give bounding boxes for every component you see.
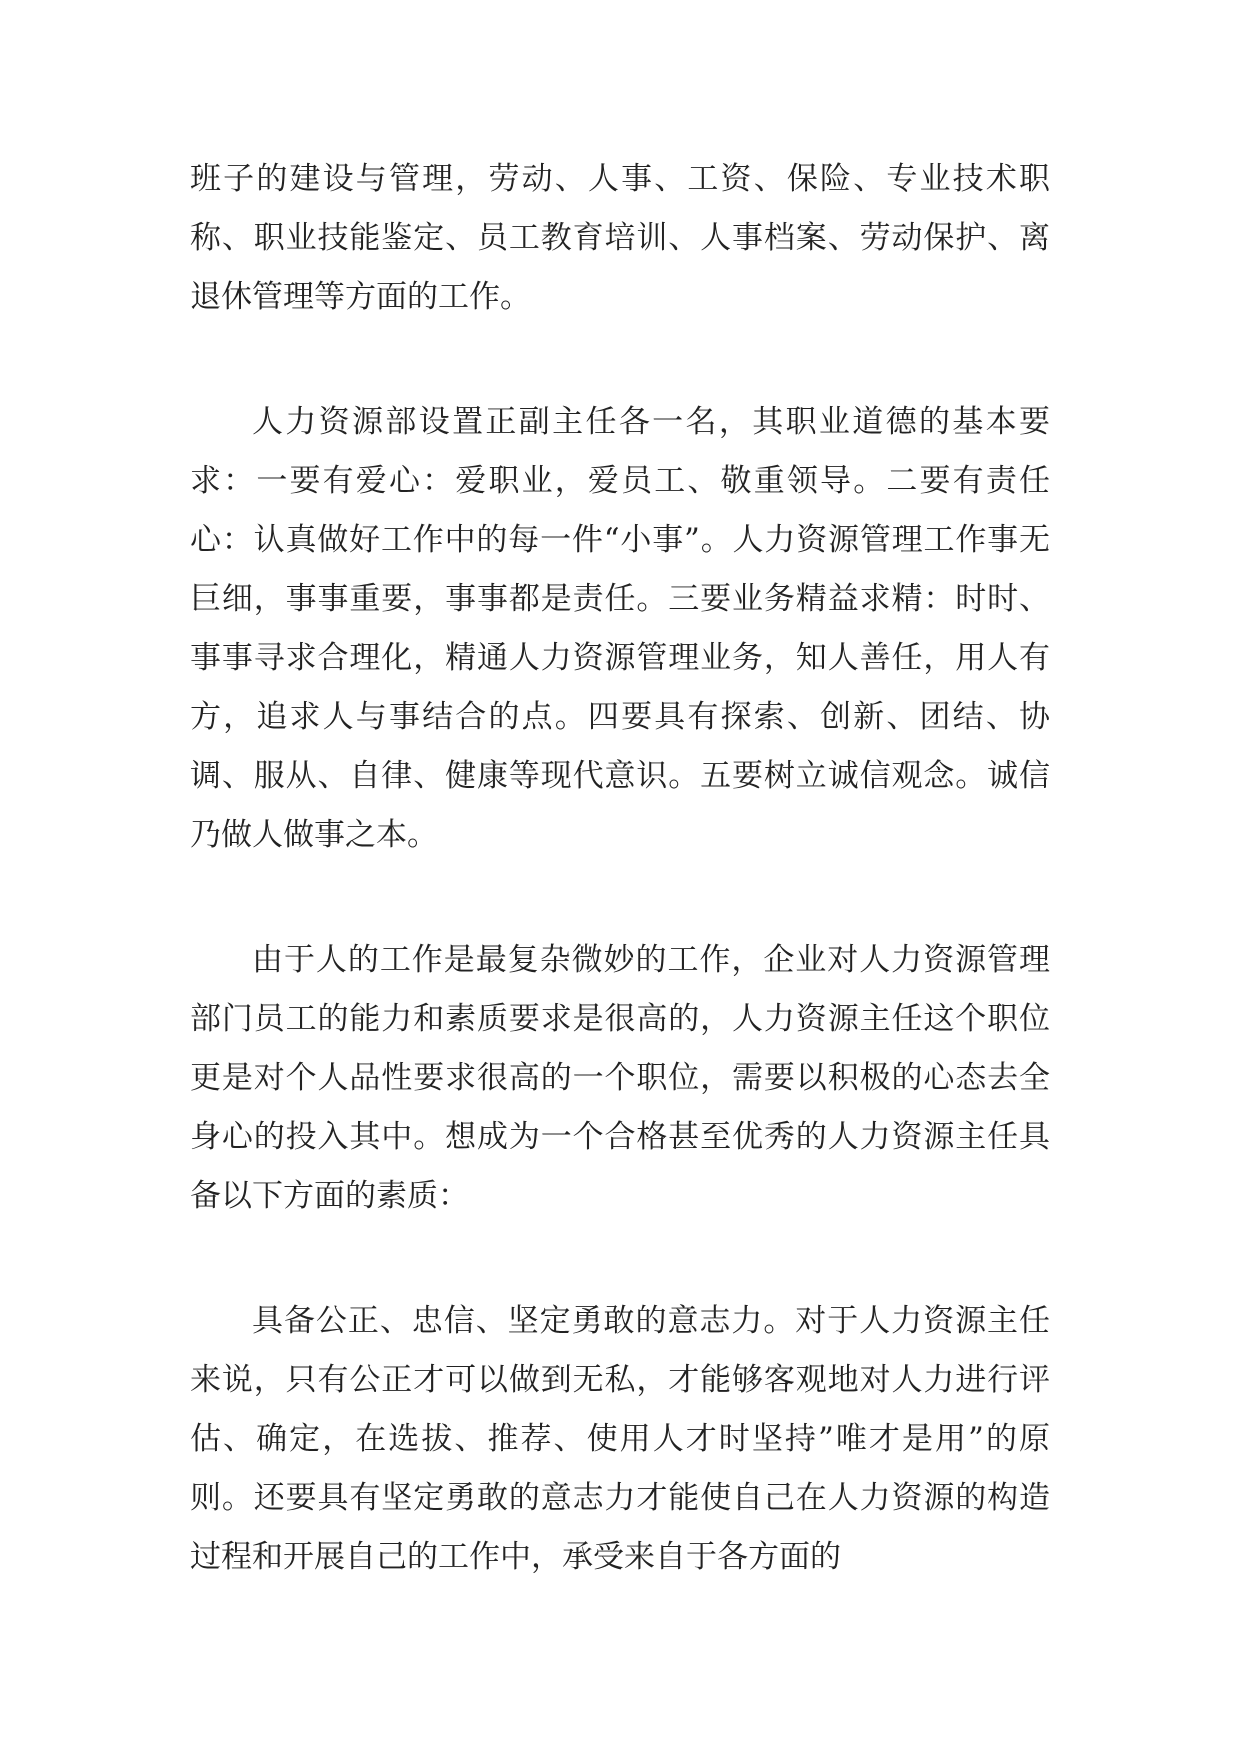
paragraph-continuation: 班子的建设与管理，劳动、人事、工资、保险、专业技术职称、职业技能鉴定、员工教育培训、人事档案、劳动保护、离退休管理等方面的工作。 <box>190 161 1050 315</box>
paragraph-block-3 <box>190 931 1050 1226</box>
document-page <box>190 150 1050 1587</box>
paragraph-hr-ethics: 人力资源部设置正副主任各一名，其职业道德的基本要求：一要有爱心：爱职业，爱员工、敬重领导。二要有责任心：认真做好工作中的每一件“小事”。人力资源管理工作事无巨细，事事重要，事事都是责任。三要业务精益求精：时时、事事寻求合理化，精通人力资源管理业务，知人善任，用人有方，追求人与事结合的点。四要具有探索、创新、团结、协调、服从、自律、健康等现代意识。五要树立诚信观念。诚信乃做人做事之本。 <box>190 404 1050 853</box>
paragraph-hr-qualities-intro: 由于人的工作是最复杂微妙的工作，企业对人力资源管理部门员工的能力和素质要求是很高的，人力资源主任这个职位更是对个人品性要求很高的一个职位，需要以积极的心态去全身心的投入其中。想成为一个合格甚至优秀的人力资源主任具备以下方面的素质： <box>190 942 1050 1214</box>
paragraph-fairness-willpower: 具备公正、忠信、坚定勇敢的意志力。对于人力资源主任来说，只有公正才可以做到无私，才能够客观地对人力进行评估、确定，在选拔、推荐、使用人才时坚持”唯才是用”的原则。还要具有坚定勇敢的意志力才能使自己在人力资源的构造过程和开展自己的工作中，承受来自于各方面的 <box>190 1303 1050 1575</box>
paragraph-block-2 <box>190 393 1050 865</box>
paragraph-block-4 <box>190 1292 1050 1587</box>
